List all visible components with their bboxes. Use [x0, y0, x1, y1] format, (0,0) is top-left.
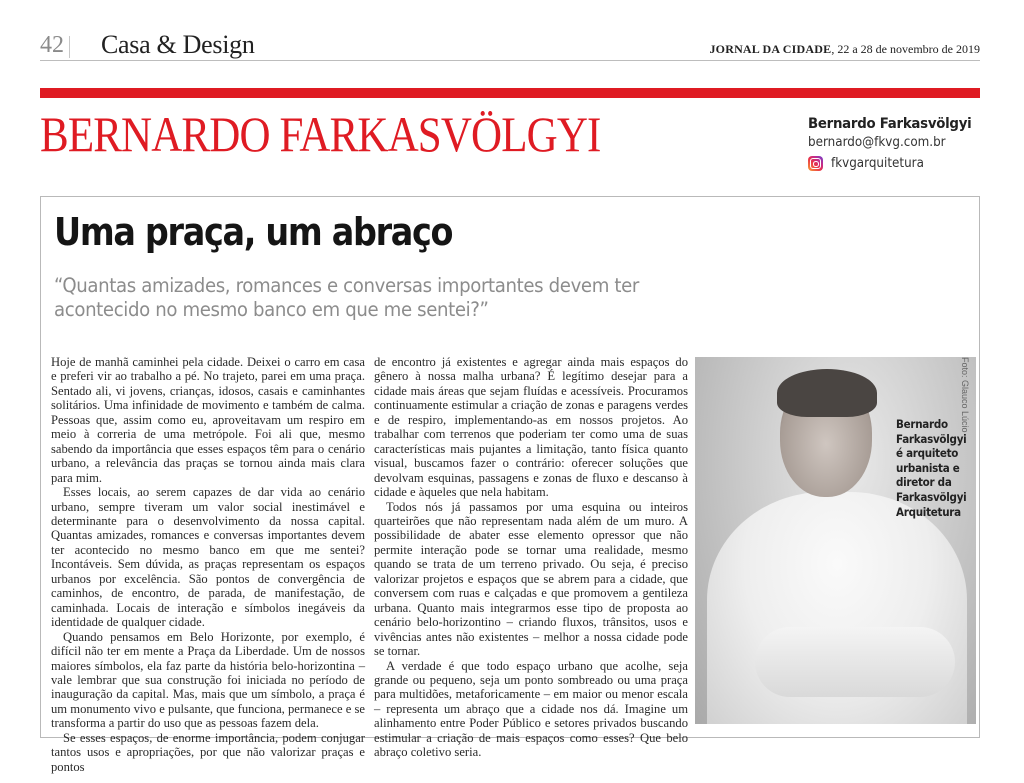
portrait-crossed-arms	[755, 627, 955, 697]
caption-line: Bernardo	[896, 417, 948, 431]
article-column-1	[51, 355, 365, 774]
newspaper-name: JORNAL DA CIDADE	[709, 42, 832, 56]
article-deck-quote: “Quantas amizades, romances e conversas importantes devem ter acontecido no mesmo banco em que me sentei?”	[54, 274, 640, 321]
caption-line: urbanista e	[896, 460, 960, 475]
instagram-icon	[808, 156, 823, 171]
portrait-hair	[777, 369, 877, 417]
photo-credit: Foto: Glauco Lúcio	[960, 357, 970, 433]
page-number: 42	[40, 32, 64, 58]
issue-date: , 22 a 28 de novembro de 2019	[831, 42, 980, 56]
paragraph: Esses locais, ao serem capazes de dar vida ao cenário urbano, sempre tiveram um valor social inestimável e determinante para o desenvolvimento da nossa capital. Quantas amizades, romances e conversas importantes devem ter acontecido no mesmo banco em que me sentei? Incontáveis. Sem dúvida, as praças representam os espaços urbanos por excelência. São pontos de convergência de caminhos, de encontro, de parada, de manifestação, de caminhada. Locais de interação e símbolos inegáveis da identidade de qualquer cidade.	[51, 485, 365, 630]
caption-line: Farkasvölgyi	[896, 489, 967, 504]
article-headline: Uma praça, um abraço	[54, 210, 453, 254]
author-portrait-photo	[695, 357, 976, 724]
author-contact	[808, 116, 986, 171]
columnist-title: BERNARDO FARKASVÖLGYI	[40, 106, 601, 162]
instagram-handle: fkvgarquitetura	[831, 156, 924, 171]
author-name: Bernardo Farkasvölgyi	[808, 116, 972, 132]
paragraph: Hoje de manhã caminhei pela cidade. Deixei o carro em casa e preferi vir ao trabalho a pé. No trajeto, parei em uma praça. Sentado ali, vi jovens, crianças, idosos, casais e caminhantes solitários. Uma infinidade de movimento e também de calma. Pessoas que, assim como eu, aproveitavam um respiro em meio à correria de uma metrópole. Foi ali que, mesmo sabendo da importância que esses espaços têm para o cenário urbano, a relevância das praças se tornou ainda mais clara para mim.	[51, 355, 365, 485]
section-name: Casa & Design	[101, 30, 255, 59]
page-folio	[40, 30, 980, 61]
photo-caption	[896, 417, 966, 519]
folio-divider	[69, 36, 70, 58]
paragraph: A verdade é que todo espaço urbano que acolhe, seja grande ou pequeno, seja um ponto sombreado ou uma praça para multidões, metaforicamente – em maior ou menor escala – representa um abraço que a cidade nos dá. Imagine um alinhamento entre Poder Público e setores privados buscando estimular a criação de mais espaços como esses? Que belo abraço coletivo seria.	[374, 658, 688, 760]
paragraph: de encontro já existentes e agregar ainda mais espaços do gênero à nossa malha urbana? É legítimo desejar para a cidade mais áreas que sejam fluídas e acessíveis. Procuramos continuamente estimular a criação de zonas e paragens verdes e de respiro, implementando-as em nossos projetos. Ao trabalhar com terrenos que poderiam ter como uma de suas características mais pujantes a limitação, tanto física quanto visual, buscamos fazer o contrário: oferecer soluções que devolvam esquinas, passagens e zonas de fluxo e descanso à cidade e àqueles que nela habitam.	[374, 355, 688, 500]
article-column-2	[374, 355, 688, 760]
caption-line: Farkasvölgyi	[896, 431, 967, 446]
section-color-bar	[40, 88, 980, 98]
newspaper-dateline	[709, 42, 980, 57]
paragraph: Quando pensamos em Belo Horizonte, por exemplo, é difícil não ter em mente a Praça da Liberdade. Um de nossos maiores símbolos, ela faz parte da história belo-horizontina – vale lembrar que sua construção foi iniciada no período de inauguração da capital. Mas, mais que um símbolo, a praça é um monumento vivo e pulsante, que funciona, permanece e se transforma a partir do uso que as pessoas fazem dela.	[51, 629, 365, 731]
caption-line: diretor da	[896, 475, 952, 490]
caption-line: Arquitetura	[896, 504, 961, 519]
paragraph: Todos nós já passamos por uma esquina ou inteiros quarteirões que não representam nada além de um muro. A possibilidade de abater esse elemento opressor que não permite interação pode se tornar uma realidade, mesmo quando se trata de um terreno privado. Ou seja, é preciso valorizar projetos e espaços que se abrem para a cidade, que conversem com ruas e calçadas e que promovem a gentileza urbana. Quanto mais integrarmos esse tipo de proposta ao cenário belo-horizontino – criando fluxos, trânsitos, usos e vivências antes não existentes – melhor a nossa cidade pode se tornar.	[374, 499, 688, 659]
paragraph: Se esses espaços, de enorme importância, podem conjugar tantos usos e apropriações, por que não valorizar praças e pontos	[51, 730, 365, 774]
caption-line: é arquiteto	[896, 446, 959, 461]
author-instagram[interactable]	[808, 156, 986, 171]
author-email[interactable]: bernardo@fkvg.com.br	[808, 135, 946, 150]
